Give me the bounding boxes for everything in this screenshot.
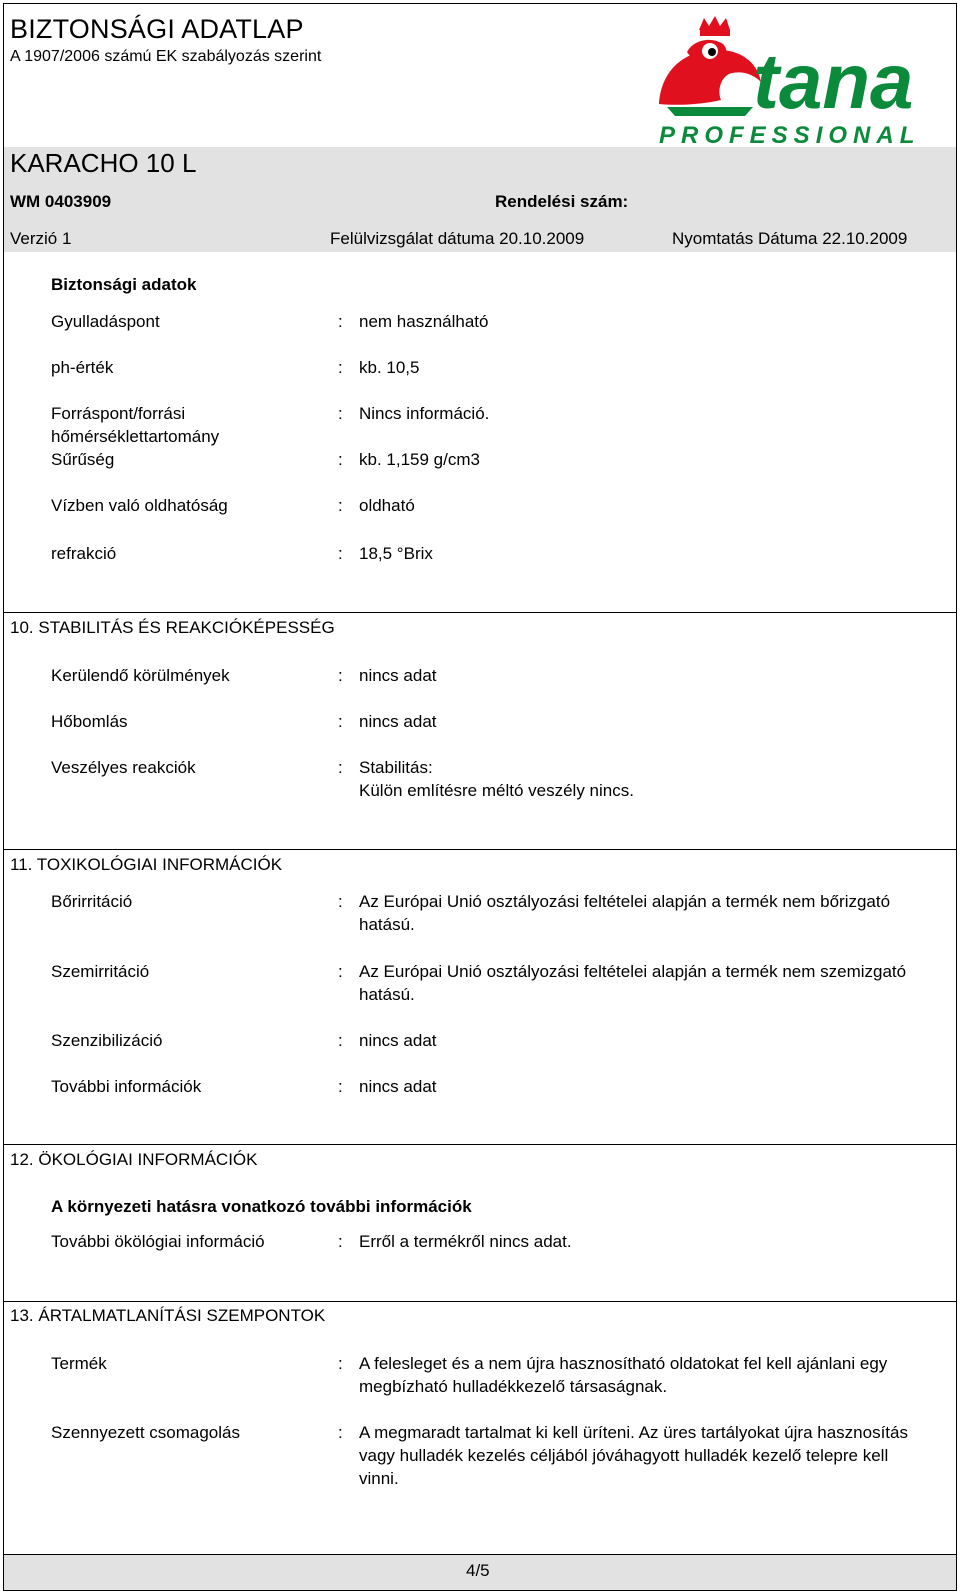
- section-divider: [4, 612, 956, 613]
- section-13-heading: 13. ÁRTALMATLANÍTÁSI SZEMPONTOK: [10, 1306, 326, 1325]
- section-10-heading: 10. STABILITÁS ÉS REAKCIÓKÉPESSÉG: [10, 618, 335, 637]
- row-colon: :: [338, 496, 343, 515]
- safety-data-heading: Biztonsági adatok: [51, 275, 197, 294]
- row-colon: :: [338, 1031, 343, 1050]
- row-colon: :: [338, 666, 343, 685]
- revision-date: Felülvizsgálat dátuma 20.10.2009: [330, 229, 585, 248]
- section-divider: [4, 849, 956, 850]
- row-value: Erről a termékről nincs adat.: [359, 1232, 572, 1251]
- row-value: Stabilitás:: [359, 758, 433, 777]
- row-colon: :: [338, 312, 343, 331]
- row-colon: :: [338, 1232, 343, 1251]
- row-value: Az Európai Unió osztályozási feltételei alapján a termék nem szemizgató hatású.: [359, 962, 907, 1004]
- row-value: 18,5 °Brix: [359, 544, 433, 563]
- row-label: refrakció: [51, 544, 117, 563]
- row-label: Szemirritáció: [51, 962, 150, 981]
- row-colon: :: [338, 450, 343, 469]
- section-11-heading: 11. TOXIKOLÓGIAI INFORMÁCIÓK: [10, 855, 283, 874]
- row-colon: :: [338, 1077, 343, 1096]
- row-value: oldható: [359, 496, 415, 515]
- product-code: WM 0403909: [10, 192, 112, 211]
- row-label: ph-érték: [51, 358, 114, 377]
- row-label: Sűrűség: [51, 450, 115, 469]
- row-label: Veszélyes reakciók: [51, 758, 196, 777]
- row-colon: :: [338, 358, 343, 377]
- print-date: Nyomtatás Dátuma 22.10.2009: [672, 229, 908, 248]
- row-value: kb. 10,5: [359, 358, 420, 377]
- section-divider: [4, 1301, 956, 1302]
- logo-wordmark: tana: [753, 37, 914, 125]
- tana-professional-logo: [657, 12, 951, 147]
- row-label: Vízben való oldhatóság: [51, 496, 228, 515]
- row-label: További információk: [51, 1077, 202, 1096]
- row-value: Nincs információ.: [359, 404, 490, 423]
- row-label: Szenzibilizáció: [51, 1031, 163, 1050]
- section-divider: [4, 1144, 956, 1145]
- environmental-subheading: A környezeti hatásra vonatkozó további információk: [51, 1197, 472, 1216]
- row-colon: :: [338, 1423, 343, 1442]
- row-label: Szennyezett csomagolás: [51, 1423, 240, 1442]
- row-value: nem használható: [359, 312, 489, 331]
- page-number: 4/5: [466, 1561, 490, 1580]
- row-value: A megmaradt tartalmat ki kell üríteni. Az üres tartályokat újra hasznosítás vagy hulladék kezelés céljából jóváhagyott hulladék kezelő telepre kell vinni.: [359, 1423, 908, 1488]
- version-label: Verzió 1: [10, 229, 72, 248]
- row-colon: :: [338, 892, 343, 911]
- order-number-label: Rendelési szám:: [495, 192, 629, 211]
- row-value: A felesleget és a nem újra hasznosítható oldatokat fel kell ajánlani egy megbízható hulladékkezelő társaságnak.: [359, 1354, 888, 1396]
- row-colon: :: [338, 712, 343, 731]
- row-value: nincs adat: [359, 1031, 437, 1050]
- document-title: BIZTONSÁGI ADATLAP: [10, 14, 304, 44]
- row-value: kb. 1,159 g/cm3: [359, 450, 480, 469]
- regulation-subtitle: A 1907/2006 számú EK szabályozás szerint: [10, 48, 322, 65]
- row-colon: :: [338, 758, 343, 777]
- row-value: nincs adat: [359, 712, 437, 731]
- row-colon: :: [338, 404, 343, 423]
- row-colon: :: [338, 544, 343, 563]
- row-colon: :: [338, 962, 343, 981]
- row-value: Az Európai Unió osztályozási feltételei alapján a termék nem bőrizgató hatású.: [359, 892, 891, 934]
- row-label: Bőrirritáció: [51, 892, 133, 911]
- frog-crown-icon: [659, 16, 761, 116]
- section-12-heading: 12. ÖKOLÓGIAI INFORMÁCIÓK: [10, 1150, 258, 1169]
- logo-tagline: PROFESSIONAL: [659, 122, 921, 147]
- row-value: nincs adat: [359, 666, 437, 685]
- row-value: Külön említésre méltó veszély nincs.: [359, 781, 634, 800]
- row-label: Gyulladáspont: [51, 312, 160, 331]
- row-label: Forráspont/forrási hőmérséklettartomány: [51, 404, 220, 446]
- row-label: Termék: [51, 1354, 107, 1373]
- row-value: nincs adat: [359, 1077, 437, 1096]
- row-label: További ökölógiai információ: [51, 1232, 265, 1251]
- row-label: Hőbomlás: [51, 712, 128, 731]
- row-colon: :: [338, 1354, 343, 1373]
- row-label: Kerülendő körülmények: [51, 666, 230, 685]
- product-name: KARACHO 10 L: [10, 148, 197, 178]
